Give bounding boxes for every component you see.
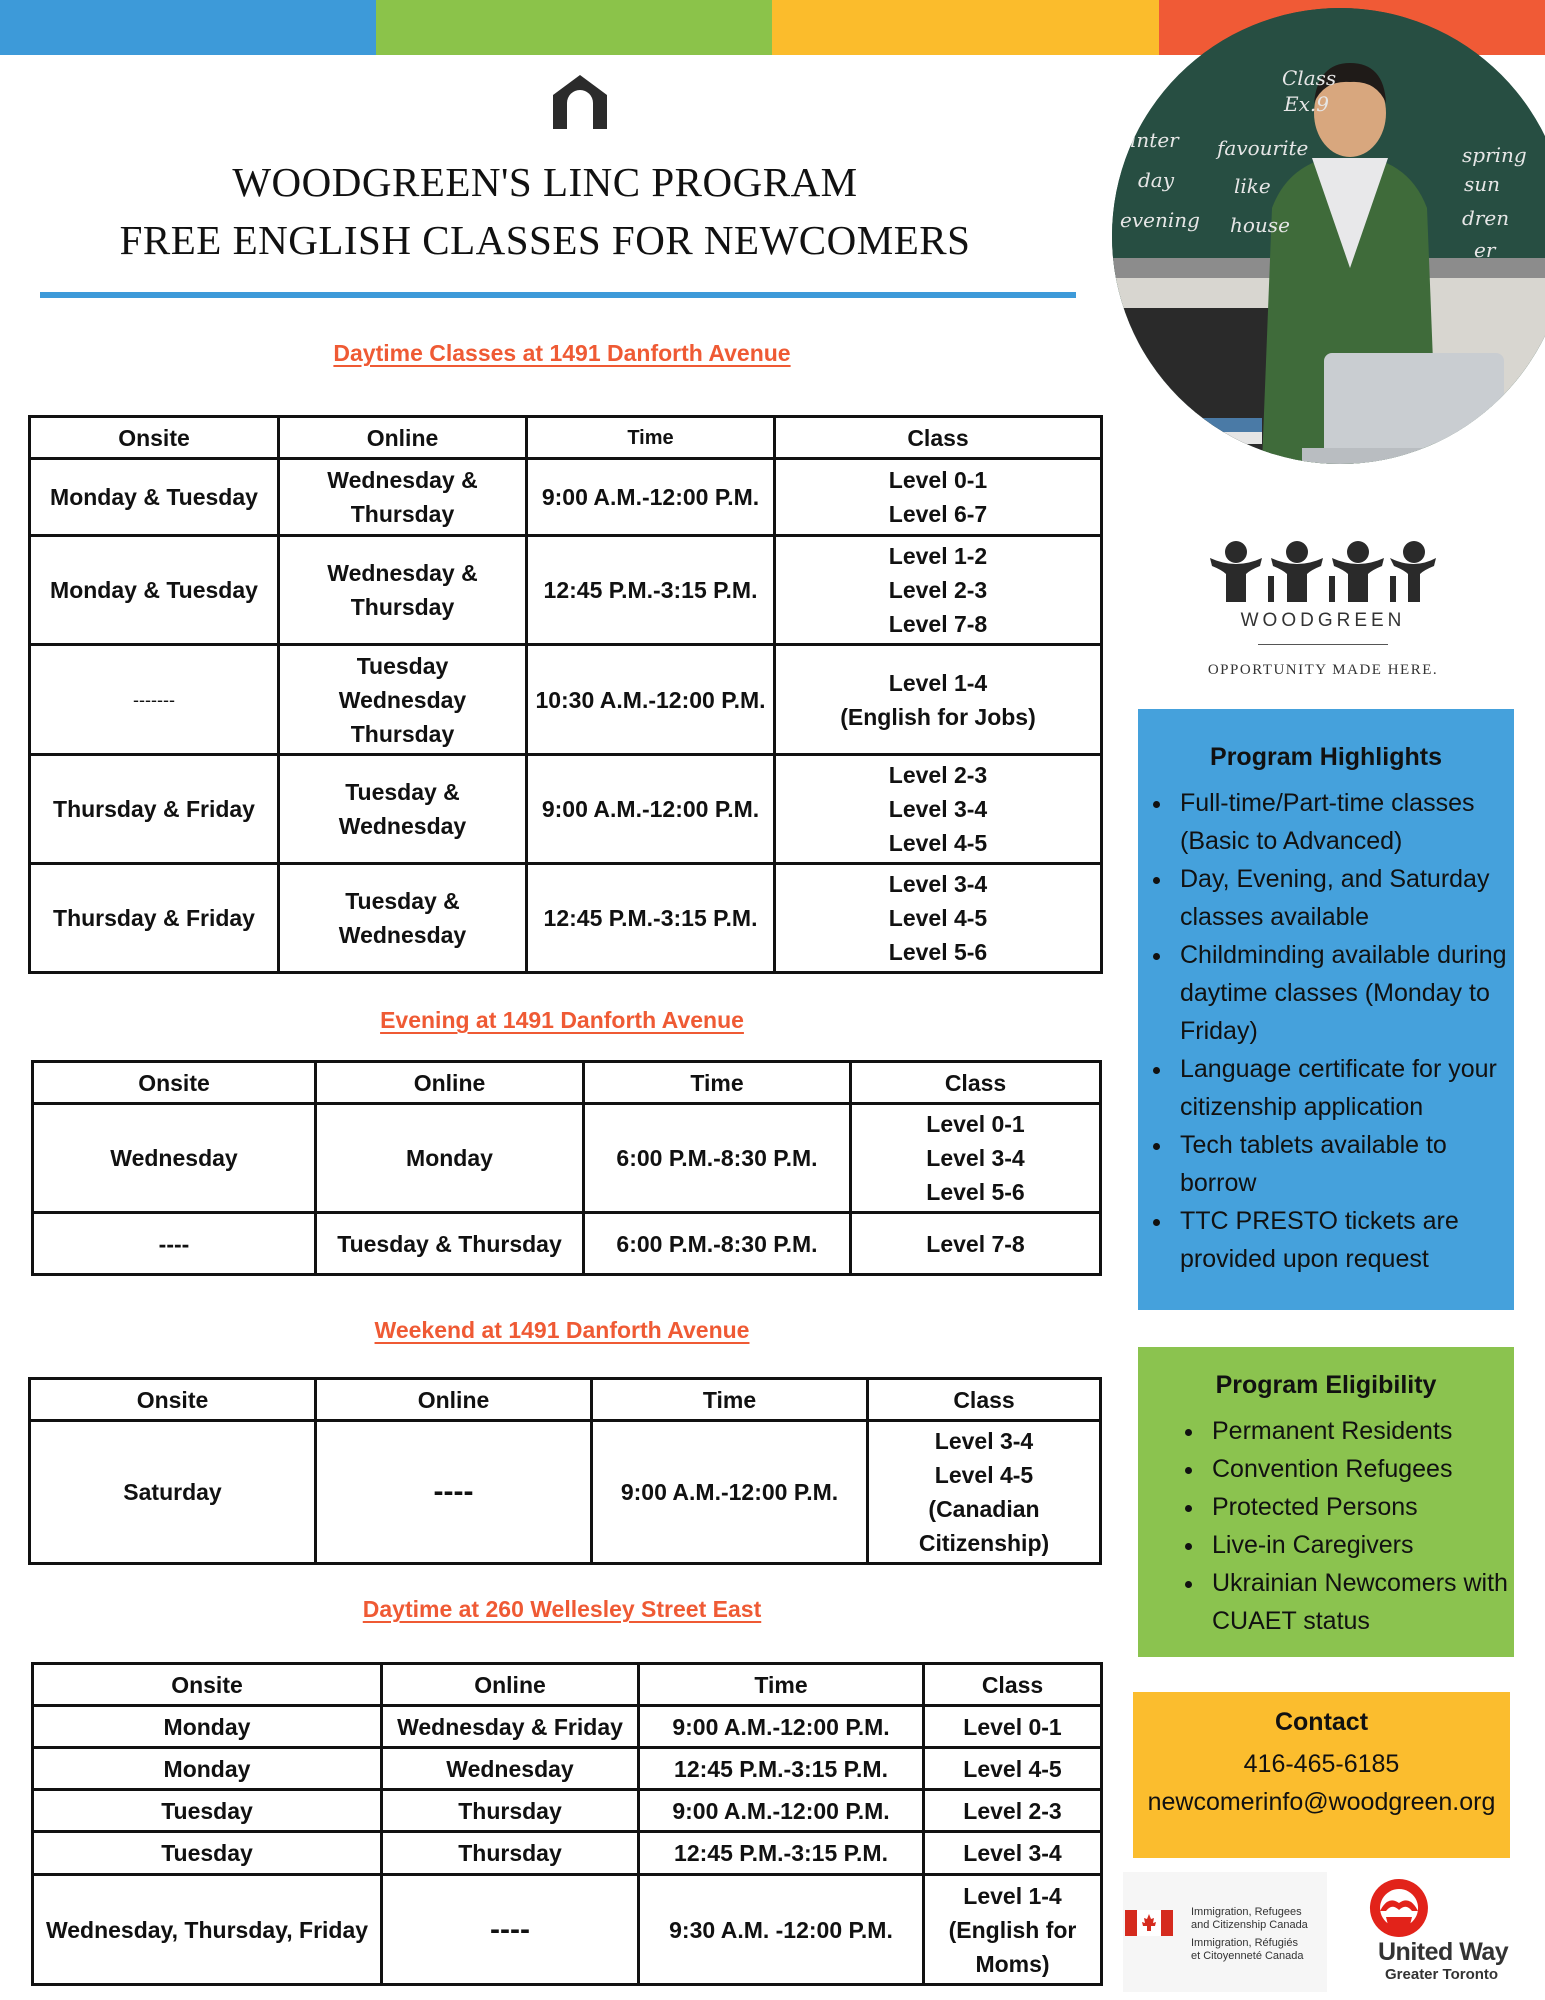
board-word: dren [1462, 206, 1510, 230]
table-cell: Tuesday Wednesday Thursday [279, 645, 527, 755]
board-word: favourite [1217, 136, 1309, 160]
column-header: Online [316, 1062, 584, 1104]
column-header: Class [775, 417, 1102, 459]
column-header: Class [868, 1379, 1101, 1421]
table-cell: 12:45 P.M.-3:15 P.M. [639, 1748, 924, 1790]
table-cell: Wednesday [382, 1748, 639, 1790]
table-cell: 9:00 A.M.-12:00 P.M. [592, 1421, 868, 1564]
table-row [30, 755, 1102, 864]
table-cell: Wednesday & Thursday [279, 536, 527, 645]
woodgreen-logo-rule [1258, 644, 1388, 645]
table-cell: Level 0-1 Level 3-4 Level 5-6 [851, 1104, 1101, 1213]
table-cell: Level 2-3 Level 3-4 Level 4-5 [775, 755, 1102, 864]
canada-flag-icon [1125, 1910, 1173, 1936]
table-cell: Monday [33, 1748, 382, 1790]
table-cell: Level 3-4 Level 4-5 Level 5-6 [775, 864, 1102, 973]
title-underline [40, 292, 1076, 298]
table-cell: Level 1-4 (English for Jobs) [775, 645, 1102, 755]
program-eligibility-title: Program Eligibility [1215, 1371, 1437, 1399]
table-cell: Thursday [382, 1790, 639, 1832]
table-cell: Monday & Tuesday [30, 459, 279, 536]
house-arch-icon [553, 75, 607, 129]
board-word: day [1138, 168, 1175, 192]
board-word: Ex.9 [1284, 92, 1329, 116]
teacher-classroom-photo [1112, 8, 1545, 464]
table-cell: 10:30 A.M.-12:00 P.M. [527, 645, 775, 755]
list-item: • Tech tablets available to borrow [1174, 1126, 1514, 1202]
table-cell: Tuesday & Thursday [316, 1213, 584, 1275]
list-item: • Ukrainian Newcomers with CUAET status [1206, 1564, 1514, 1640]
color-bar-blue [0, 0, 376, 55]
table-header-row [30, 1379, 1101, 1421]
board-word: like [1234, 174, 1271, 198]
table-row [30, 536, 1102, 645]
program-highlights-list [1138, 784, 1514, 1278]
table-row [30, 459, 1102, 536]
table-cell: Monday [33, 1706, 382, 1748]
table-cell: ---- [33, 1213, 316, 1275]
column-header: Time [584, 1062, 851, 1104]
ircc-en-line2: and Citizenship Canada [1191, 1919, 1308, 1931]
board-word: sun [1464, 172, 1501, 196]
program-eligibility-box [1138, 1347, 1514, 1657]
table-cell: Level 2-3 [924, 1790, 1102, 1832]
table-row [30, 1421, 1101, 1564]
contact-title: Contact [1274, 1708, 1369, 1736]
woodgreen-logo-figures-icon [1210, 540, 1436, 602]
ircc-fr-line2: et Citoyenneté Canada [1191, 1950, 1304, 1962]
list-item: • Childminding available during daytime classes (Monday to Friday) [1174, 936, 1514, 1050]
program-eligibility-list [1138, 1412, 1514, 1640]
table-cell: Tuesday & Wednesday [279, 755, 527, 864]
program-highlights-title: Program Highlights [1210, 743, 1442, 771]
table-cell: Level 3-4 Level 4-5 (Canadian Citizenship) [868, 1421, 1101, 1564]
board-word: Class [1282, 66, 1337, 90]
column-header: Time [639, 1664, 924, 1706]
table-cell: Saturday [30, 1421, 316, 1564]
schedule-table-evening-danforth [31, 1060, 1102, 1276]
table-row [30, 864, 1102, 973]
table-cell: 12:45 P.M.-3:15 P.M. [527, 864, 775, 973]
section-title-daytime-danforth: Daytime Classes at 1491 Danforth Avenue [333, 340, 791, 366]
table-cell: Level 1-4 (English for Moms) [924, 1875, 1102, 1985]
table-cell: 9:00 A.M.-12:00 P.M. [527, 755, 775, 864]
table-cell: Level 4-5 [924, 1748, 1102, 1790]
list-item: • Language certificate for your citizenship application [1174, 1050, 1514, 1126]
table-cell: Wednesday [33, 1104, 316, 1213]
column-header: Onsite [30, 1379, 316, 1421]
table-cell: Thursday & Friday [30, 755, 279, 864]
table-row [33, 1875, 1102, 1985]
list-item: • Protected Persons [1206, 1488, 1514, 1526]
table-row [33, 1832, 1102, 1875]
table-cell: Level 0-1 Level 6-7 [775, 459, 1102, 536]
table-row [33, 1104, 1101, 1213]
united-way-name: United Way [1378, 1938, 1509, 1966]
ircc-fr-line1: Immigration, Réfugiés [1191, 1937, 1298, 1949]
table-cell: Tuesday & Wednesday [279, 864, 527, 973]
board-word: house [1230, 213, 1290, 237]
column-header: Onsite [33, 1062, 316, 1104]
list-item: • Full-time/Part-time classes (Basic to Advanced) [1174, 784, 1514, 860]
table-header-row [33, 1062, 1101, 1104]
table-cell: ---- [382, 1875, 639, 1985]
schedule-table-daytime-danforth [28, 415, 1103, 974]
list-item: • Permanent Residents [1206, 1412, 1514, 1450]
column-header: Time [527, 417, 775, 459]
table-cell: ---- [316, 1421, 592, 1564]
board-word: spring [1462, 143, 1527, 167]
ircc-logo [1123, 1872, 1327, 1992]
board-word: evening [1120, 208, 1200, 232]
table-cell: Monday [316, 1104, 584, 1213]
table-row [33, 1790, 1102, 1832]
table-cell: 9:00 A.M.-12:00 P.M. [639, 1706, 924, 1748]
table-header-row [30, 417, 1102, 459]
page-title-line1: WOODGREEN'S LINC PROGRAM [232, 159, 858, 205]
table-cell: Level 0-1 [924, 1706, 1102, 1748]
woodgreen-logo-name: WOODGREEN [1240, 610, 1406, 631]
column-header: Time [592, 1379, 868, 1421]
table-cell: Wednesday, Thursday, Friday [33, 1875, 382, 1985]
section-title-weekend-danforth: Weekend at 1491 Danforth Avenue [374, 1317, 750, 1343]
table-row [33, 1213, 1101, 1275]
table-cell: 12:45 P.M.-3:15 P.M. [639, 1832, 924, 1875]
table-cell: 9:00 A.M.-12:00 P.M. [527, 459, 775, 536]
table-cell: Wednesday & Thursday [279, 459, 527, 536]
column-header: Online [382, 1664, 639, 1706]
column-header: Online [316, 1379, 592, 1421]
table-cell: Tuesday [33, 1832, 382, 1875]
table-row [33, 1706, 1102, 1748]
board-word: inter [1130, 128, 1179, 152]
table-cell: ------- [30, 645, 279, 755]
united-way-region: Greater Toronto [1385, 1966, 1499, 1983]
program-highlights-box [1138, 709, 1514, 1310]
table-cell: Thursday [382, 1832, 639, 1875]
color-bar-green [376, 0, 772, 55]
table-cell: 6:00 P.M.-8:30 P.M. [584, 1104, 851, 1213]
table-cell: Wednesday & Friday [382, 1706, 639, 1748]
column-header: Onsite [33, 1664, 382, 1706]
table-row [30, 645, 1102, 755]
list-item: • Day, Evening, and Saturday classes available [1174, 860, 1514, 936]
contact-email[interactable]: newcomerinfo@woodgreen.org [1147, 1788, 1496, 1816]
page-title-line2: FREE ENGLISH CLASSES FOR NEWCOMERS [119, 217, 971, 263]
schedule-table-weekend-danforth [28, 1377, 1102, 1565]
table-cell: 6:00 P.M.-8:30 P.M. [584, 1213, 851, 1275]
ircc-en-line1: Immigration, Refugees [1191, 1906, 1302, 1918]
table-cell: Level 3-4 [924, 1832, 1102, 1875]
schedule-table-daytime-wellesley [31, 1662, 1103, 1986]
table-cell: Level 1-2 Level 2-3 Level 7-8 [775, 536, 1102, 645]
section-title-daytime-wellesley: Daytime at 260 Wellesley Street East [362, 1596, 762, 1622]
table-cell: Level 7-8 [851, 1213, 1101, 1275]
board-word: er [1474, 238, 1496, 262]
table-cell: 12:45 P.M.-3:15 P.M. [527, 536, 775, 645]
column-header: Class [924, 1664, 1102, 1706]
list-item: • Convention Refugees [1206, 1450, 1514, 1488]
table-header-row [33, 1664, 1102, 1706]
color-bar-yellow [772, 0, 1159, 55]
column-header: Class [851, 1062, 1101, 1104]
table-cell: Monday & Tuesday [30, 536, 279, 645]
table-row [33, 1748, 1102, 1790]
table-cell: Tuesday [33, 1790, 382, 1832]
list-item: • TTC PRESTO tickets are provided upon request [1174, 1202, 1514, 1278]
woodgreen-logo-tagline: OPPORTUNITY MADE HERE. [1207, 662, 1439, 678]
contact-phone[interactable]: 416-465-6185 [1243, 1750, 1400, 1778]
contact-box [1133, 1692, 1510, 1858]
column-header: Online [279, 417, 527, 459]
column-header: Onsite [30, 417, 279, 459]
table-cell: 9:30 A.M. -12:00 P.M. [639, 1875, 924, 1985]
table-cell: Thursday & Friday [30, 864, 279, 973]
united-way-hand-icon [1368, 1877, 1430, 1939]
table-cell: 9:00 A.M.-12:00 P.M. [639, 1790, 924, 1832]
list-item: • Live-in Caregivers [1206, 1526, 1514, 1564]
section-title-evening-danforth: Evening at 1491 Danforth Avenue [380, 1007, 744, 1033]
